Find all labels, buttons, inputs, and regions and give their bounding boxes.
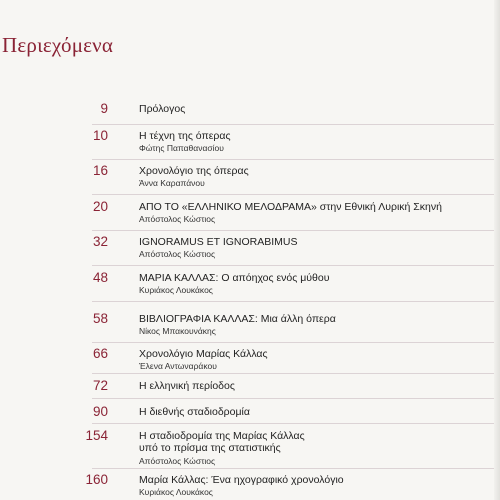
entry-author: Νίκος Μπακουνάκης [139,326,216,336]
page-number: 90 [92,404,108,419]
contents-heading: Περιεχόμενα [2,33,114,57]
entry-title: ΑΠΟ ΤΟ «ΕΛΛΗΝΙΚΟ ΜΕΛΟΔΡΑΜΑ» στην Εθνική Λυρική Σκηνή [139,201,442,213]
divider [92,194,494,195]
page-number: 9 [100,101,108,116]
entry-author: Άννα Καραπάνου [139,178,205,188]
entry-author: Κυριάκος Λουκάκος [139,285,213,295]
entry-title: ΒΙΒΛΙΟΓΡΑΦΙΑ ΚΑΛΛΑΣ: Μια άλλη όπερα [139,313,336,325]
page-number: 154 [85,428,108,443]
entry-title-line2: υπό το πρίσμα της στατιστικής [139,442,281,454]
entry-title: Πρόλογος [139,103,186,115]
page-number: 48 [92,270,108,285]
entry-title: IGNORAMUS ET IGNORABIMUS [139,236,298,248]
divider [92,230,494,231]
divider [92,342,494,343]
page-number: 58 [92,311,108,326]
page-number: 10 [92,128,108,143]
entry-title: Χρονολόγιο της όπερας [139,165,249,177]
divider [92,468,494,469]
entry-author: Απόστολος Κώστιος [139,249,216,259]
entry-author: Απόστολος Κώστιος [139,214,216,224]
entry-author: Κυριάκος Λουκάκος [139,487,213,497]
entry-author: Απόστολος Κώστιος [139,456,216,466]
divider [92,124,494,125]
entry-title: Χρονολόγιο Μαρίας Κάλλας [139,348,268,360]
entry-author: Φώτης Παπαθανασίου [139,143,224,153]
entry-title: Η σταδιοδρομία της Μαρίας Κάλλας [139,430,305,442]
page-number: 160 [85,472,108,487]
divider [92,423,494,424]
page-number: 32 [92,234,108,249]
entry-title: Μαρία Κάλλας: Ένα ηχογραφικό χρονολόγιο [139,474,344,486]
page-number: 16 [92,163,108,178]
divider [92,373,494,374]
divider [92,301,494,302]
entry-author: Έλενα Αντωναράκου [139,361,217,371]
entry-title: Η διεθνής σταδιοδρομία [139,406,250,418]
divider [92,159,494,160]
entry-title: ΜΑΡΙΑ ΚΑΛΛΑΣ: Ο απόηχος ενός μύθου [139,272,330,284]
page-number: 66 [92,346,108,361]
divider [92,265,494,266]
page-number: 72 [92,378,108,393]
entry-title: Η ελληνική περίοδος [139,380,235,392]
divider [92,398,494,399]
entry-title: Η τέχνη της όπερας [139,130,231,142]
page-number: 20 [92,199,108,214]
